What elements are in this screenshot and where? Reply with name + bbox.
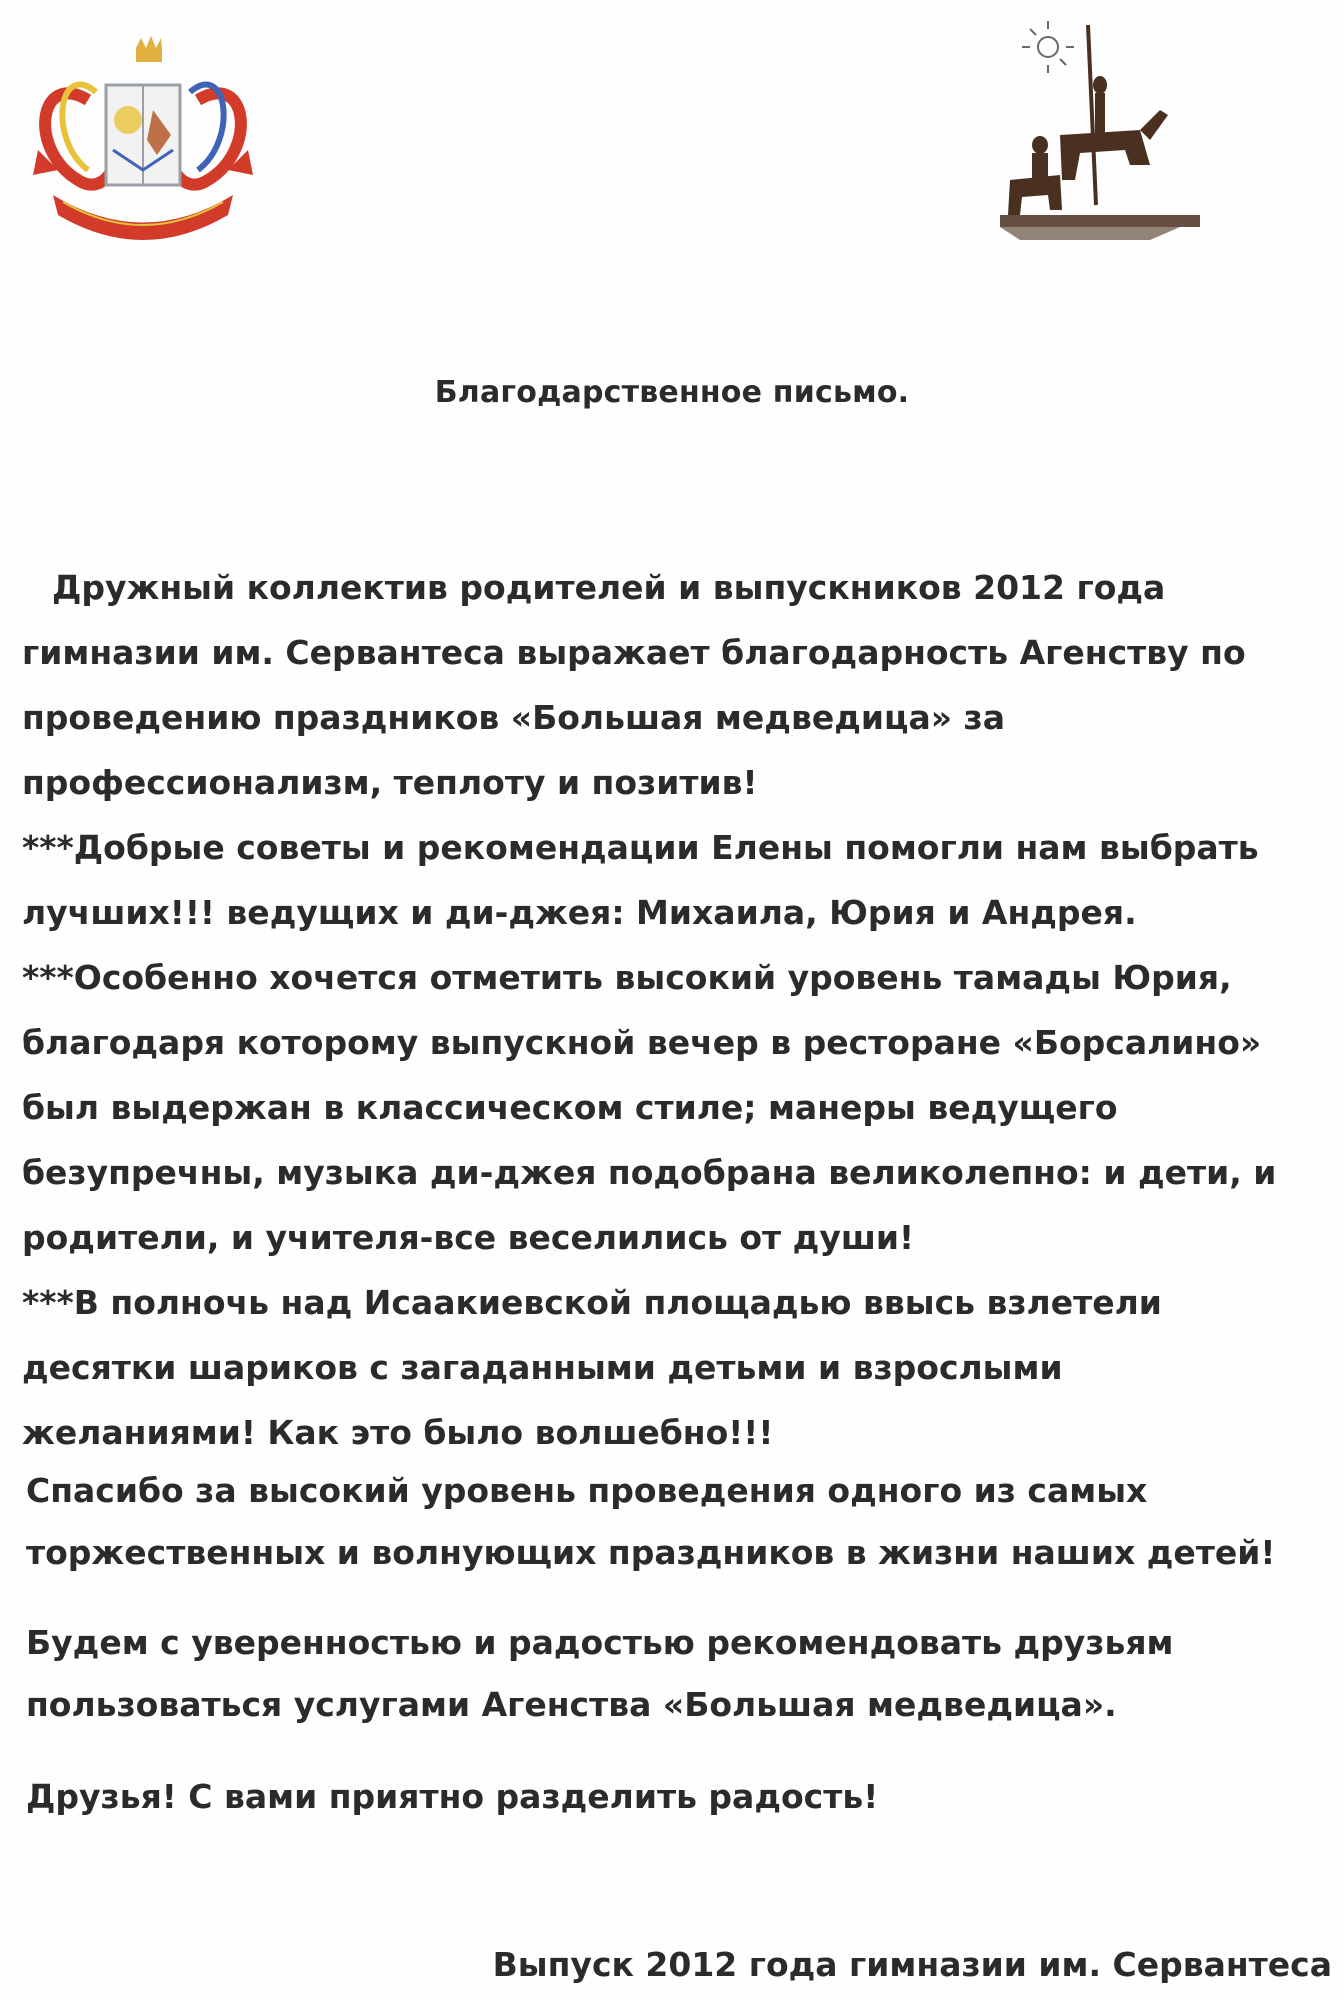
recommend-line: Будем с уверенностью и радостью рекомендовать друзьям [26, 1623, 1174, 1662]
body-line: гимназии им. Сервантеса выражает благодарность Агенству по [22, 633, 1246, 672]
thanks-line: торжественных и волнующих праздников в жизни наших детей! [26, 1533, 1276, 1572]
body-line: ***Особенно хочется отметить высокий уровень тамады Юрия, [22, 958, 1232, 997]
body-line: ***Добрые советы и рекомендации Елены помогли нам выбрать [22, 828, 1259, 867]
thanks-paragraph [26, 1460, 1326, 1584]
body-line: был выдержан в классическом стиле; манеры ведущего [22, 1088, 1118, 1127]
body-line: родители, и учителя-все веселились от души! [22, 1218, 915, 1257]
rider-icon [1000, 76, 1200, 240]
thanks-line: Спасибо за высокий уровень проведения одного из самых [26, 1471, 1148, 1510]
signature: Выпуск 2012 года гимназии им. Сервантеса [492, 1945, 1332, 1984]
body-line: желаниями! Как это было волшебно!!! [22, 1413, 774, 1452]
letter-title: Благодарственное письмо. [434, 375, 910, 410]
body-line: безупречны, музыка ди-джея подобрана великолепно: и дети, и [22, 1153, 1277, 1192]
don-quixote-emblem [1000, 15, 1230, 260]
letter-body [22, 555, 1322, 1465]
school-crest-emblem [18, 30, 268, 245]
body-line: десятки шариков с загаданными детьми и взрослыми [22, 1348, 1063, 1387]
recommend-paragraph [26, 1612, 1326, 1736]
closing-paragraph [26, 1766, 1326, 1828]
crown-icon [136, 36, 162, 62]
body-line: Дружный коллектив родителей и выпускников 2012 года [52, 568, 1166, 607]
body-line: лучших!!! ведущих и ди-джея: Михаила, Юрия и Андрея. [22, 893, 1137, 932]
body-line: проведению праздников «Большая медведица» за [22, 698, 1005, 737]
body-line: ***В полночь над Исаакиевской площадью ввысь взлетели [22, 1283, 1162, 1322]
sun-icon [1022, 21, 1074, 73]
body-line: профессионализм, теплоту и позитив! [22, 763, 758, 802]
body-line: благодаря которому выпускной вечер в ресторане «Борсалино» [22, 1023, 1262, 1062]
closing-line: Друзья! С вами приятно разделить радость! [26, 1777, 879, 1816]
recommend-line: пользоваться услугами Агенства «Большая медведица». [26, 1685, 1117, 1724]
